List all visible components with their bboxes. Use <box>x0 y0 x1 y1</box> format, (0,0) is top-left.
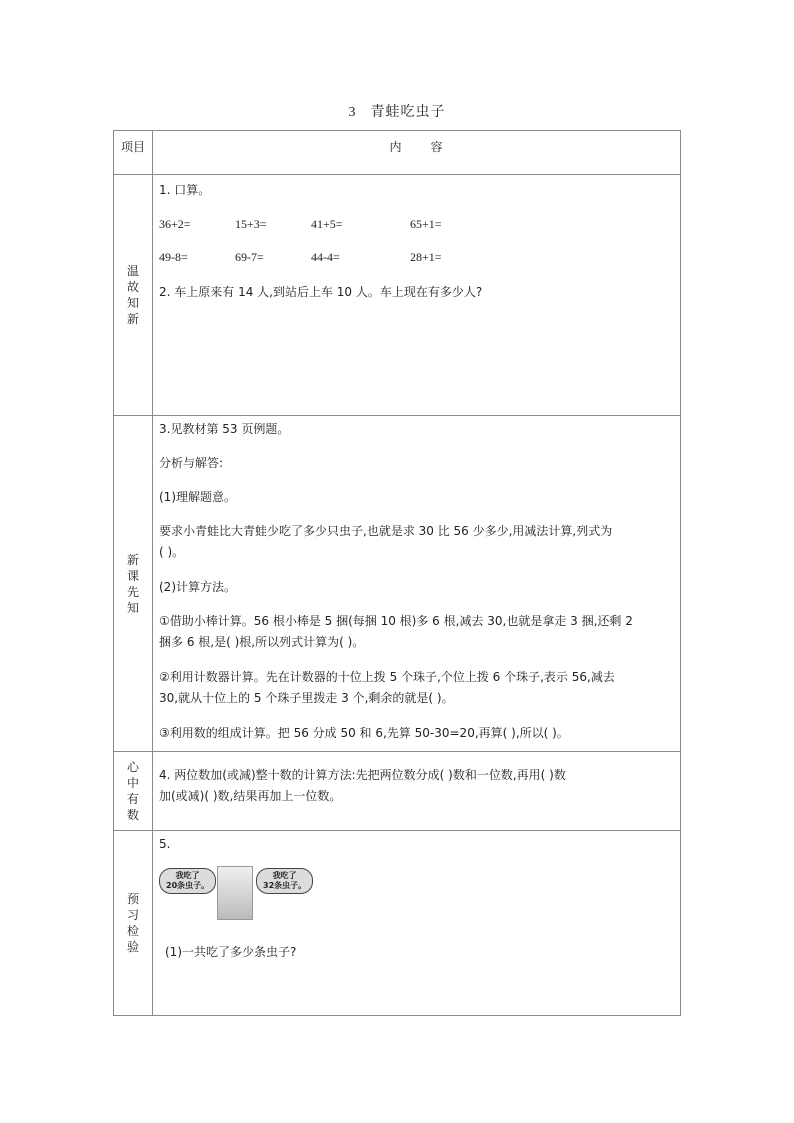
section-label-summary: 心 中 有 数 <box>114 752 153 831</box>
section-label-review: 温 故 知 新 <box>114 175 153 416</box>
q3-p1-line2: ( )。 <box>159 545 185 559</box>
calc-item: 44-4= <box>311 250 340 264</box>
page-title <box>0 101 794 121</box>
speech-bubble-left: 我吃了 20条虫子。 <box>159 868 216 894</box>
section-label-preview: 新 课 先 知 <box>114 416 153 752</box>
q4-line1: 4. 两位数加(或减)整十数的计算方法:先把两位数分成( )数和一位数,再用( )数 <box>159 768 566 782</box>
section-preview <box>153 416 681 752</box>
calc-item: 28+1= <box>410 250 442 264</box>
q3-m2-line1: ②利用计数器计算。先在计数器的十位上拨 5 个珠子,个位上拨 6 个珠子,表示 56,减去 <box>159 670 615 684</box>
q5-title: 5. <box>159 837 171 851</box>
calc-item: 65+1= <box>410 217 442 231</box>
section-check <box>153 831 681 1016</box>
q5-sub1: (1)一共吃了多少条虫子? <box>165 945 297 959</box>
calc-item: 36+2= <box>159 217 191 231</box>
frog-tree-picture <box>217 866 253 920</box>
section-label-check: 预 习 检 验 <box>114 831 153 1016</box>
q3-p1-line1: 要求小青蛙比大青蛙少吃了多少只虫子,也就是求 30 比 56 少多少,用减法计算,列式为 <box>159 524 613 538</box>
speech-bubble-right: 我吃了 32条虫子。 <box>256 868 313 894</box>
calc-item: 49-8= <box>159 250 188 264</box>
q1-title: 1. 口算。 <box>159 183 211 197</box>
q3-m1-line1: ①借助小棒计算。56 根小棒是 5 捆(每捆 10 根)多 6 根,减去 30,也就是拿走 3 捆,还剩 2 <box>159 614 633 628</box>
q3-analysis: 分析与解答: <box>159 456 224 470</box>
q2-text: 2. 车上原来有 14 人,到站后上车 10 人。车上现在有多少人? <box>159 285 483 299</box>
header-label: 项目 <box>114 131 153 175</box>
q3-p2-title: (2)计算方法。 <box>159 580 236 594</box>
section-review <box>153 175 681 416</box>
calc-item: 41+5= <box>311 217 343 231</box>
q3-m2-line2: 30,就从十位上的 5 个珠子里拨走 3 个,剩余的就是( )。 <box>159 691 454 705</box>
lesson-number: 3 <box>348 105 357 120</box>
lesson-title: 青蛙吃虫子 <box>370 104 446 120</box>
header-content: 内 容 <box>153 131 681 175</box>
q3-m3-line1: ③利用数的组成计算。把 56 分成 50 和 6,先算 50-30=20,再算( ),所以( )。 <box>159 726 569 740</box>
calc-item: 69-7= <box>235 250 264 264</box>
section-summary <box>153 752 681 831</box>
q3-m1-line2: 捆多 6 根,是( )根,所以列式计算为( )。 <box>159 635 365 649</box>
worksheet-table <box>113 130 681 1016</box>
calc-item: 15+3= <box>235 217 267 231</box>
q3-title: 3.见教材第 53 页例题。 <box>159 422 290 436</box>
q4-line2: 加(或减)( )数,结果再加上一位数。 <box>159 789 342 803</box>
q3-p1-title: (1)理解题意。 <box>159 490 236 504</box>
